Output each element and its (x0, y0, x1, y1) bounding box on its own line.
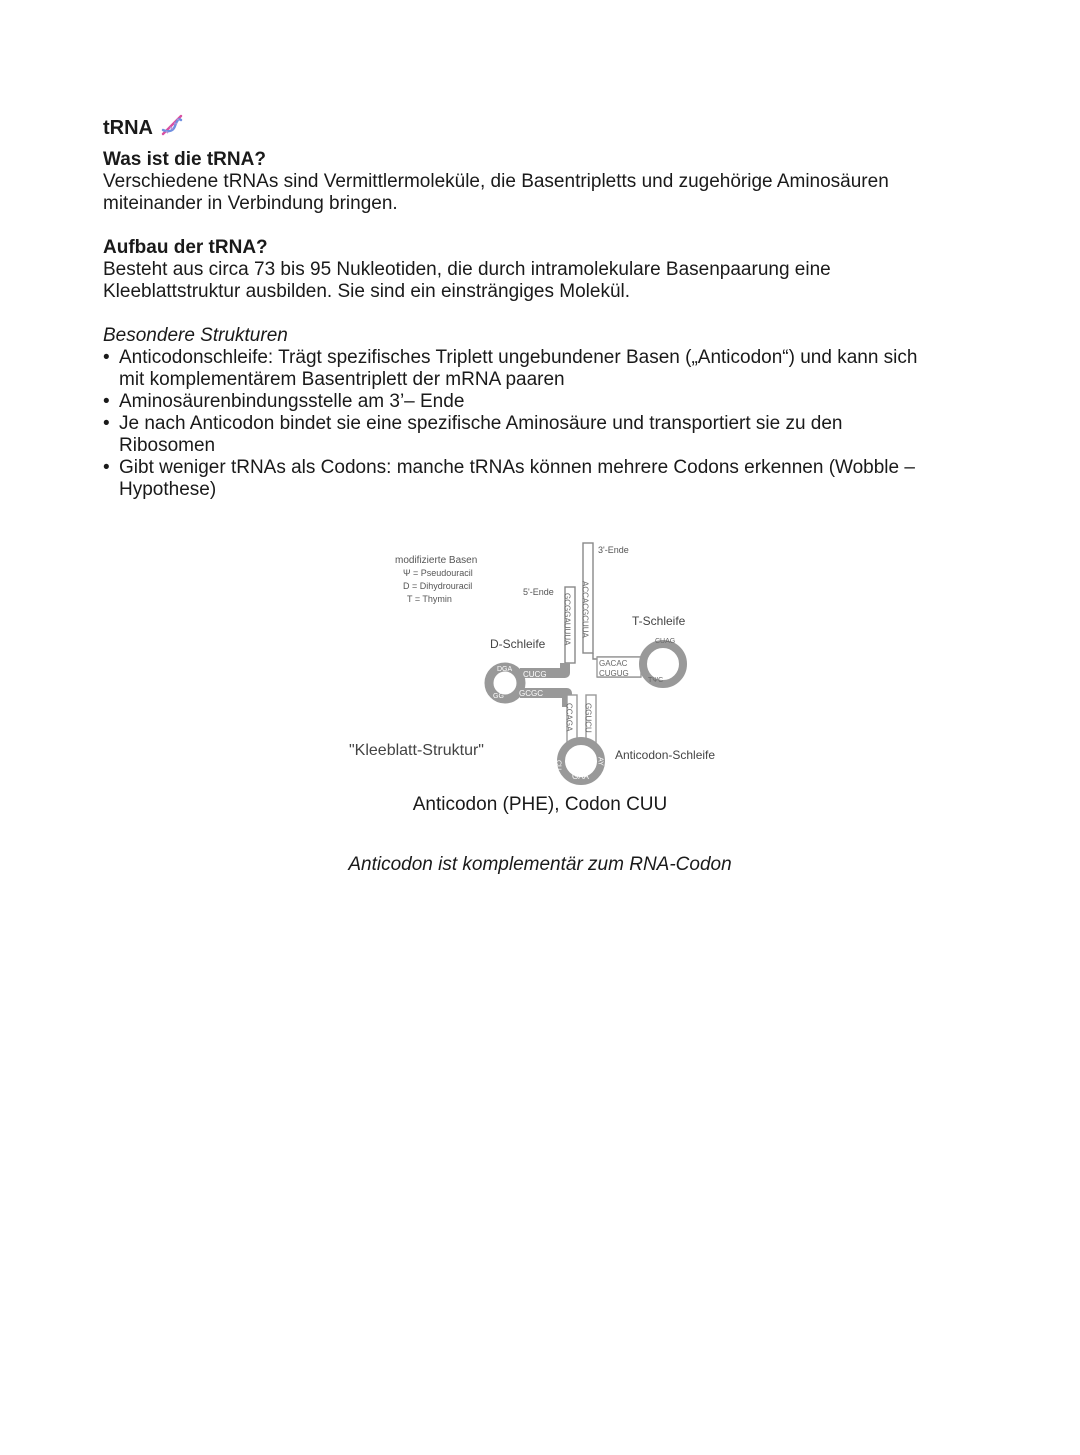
list-item: • Je nach Anticodon bindet sie eine spezifische Aminosäure und transportiert sie zu den Ribosomen (103, 413, 983, 457)
section-heading-structure: Aufbau der tRNA? (103, 237, 268, 258)
t-loop-bases-2: TΨC (648, 677, 664, 684)
dna-icon (159, 112, 185, 143)
list-item: • Anticodonschleife: Trägt spezifisches Triplett ungebundener Basen („Anticodon“) und kann sich mit komplementärem Basentriplett der mRNA paaren (103, 347, 983, 391)
legend-t: T = Thymin (407, 594, 452, 604)
list-item: • Gibt weniger tRNAs als Codons: manche tRNAs können mehrere Codons erkennen (Wobble – Hypothese) (103, 457, 983, 501)
d-loop-bases-2: GG (493, 693, 504, 700)
bullet-list (103, 347, 983, 501)
t-loop-label: T-Schleife (632, 614, 686, 628)
figure-caption: Anticodon (PHE), Codon CUU (412, 794, 668, 815)
anticodon-loop-label: Anticodon-Schleife (615, 748, 716, 762)
anticodon-stem-left: CCAGA (564, 703, 574, 732)
trna-cloverleaf-diagram (345, 535, 740, 790)
anticodon-stem-right: GGUCU (583, 703, 593, 733)
cloverleaf-label: "Kleeblatt-Struktur" (349, 742, 484, 759)
d-arm-top-bases: CUCG (523, 670, 547, 679)
list-item: • Aminosäurenbindungsstelle am 3’– Ende (103, 391, 983, 413)
legend-d: D = Dihydrouracil (403, 581, 473, 591)
page-title-text: tRNA (103, 116, 153, 139)
acceptor-3-bases: ACCACGCUUA (580, 581, 590, 638)
anticodon-side-left: CU (554, 760, 562, 771)
d-loop-bases: DGA (497, 666, 513, 673)
acceptor-5-bases: GCGGAUUUA (562, 593, 572, 646)
section-text-structure-2: Kleeblattstruktur ausbilden. Sie sind ein einsträngiges Molekül. (103, 281, 631, 302)
t-arm-top-bases: GACAC (599, 659, 628, 668)
t-arm-bottom-bases: CUGUG (599, 669, 629, 678)
three-end-label: 3'-Ende (598, 545, 629, 555)
page-title (103, 112, 983, 143)
legend-psi: Ψ = Pseudouracil (403, 568, 473, 578)
d-loop-label: D-Schleife (490, 637, 546, 651)
document-body (103, 112, 983, 501)
five-end-label: 5'-Ende (523, 587, 554, 597)
legend-title: modifizierte Basen (395, 555, 478, 566)
anticodon-side-right: AY (596, 757, 604, 766)
anticodon-bases: GAA (572, 772, 589, 781)
section-text-structure-1: Besteht aus circa 73 bis 95 Nukleotiden, die durch intramolekulare Basenpaarung eine (103, 259, 831, 280)
t-loop-bases: CUAG (655, 638, 676, 645)
figure-note: Anticodon ist komplementär zum RNA-Codon (348, 854, 732, 875)
section-heading-what: Was ist die tRNA? (103, 149, 266, 170)
section-text-what-2: miteinander in Verbindung bringen. (103, 193, 398, 214)
section-heading-special: Besondere Strukturen (103, 325, 288, 346)
section-text-what-1: Verschiedene tRNAs sind Vermittlermoleküle, die Basentripletts und zugehörige Aminosäuren (103, 171, 889, 192)
d-arm-bottom-bases: GCGC (519, 689, 543, 698)
